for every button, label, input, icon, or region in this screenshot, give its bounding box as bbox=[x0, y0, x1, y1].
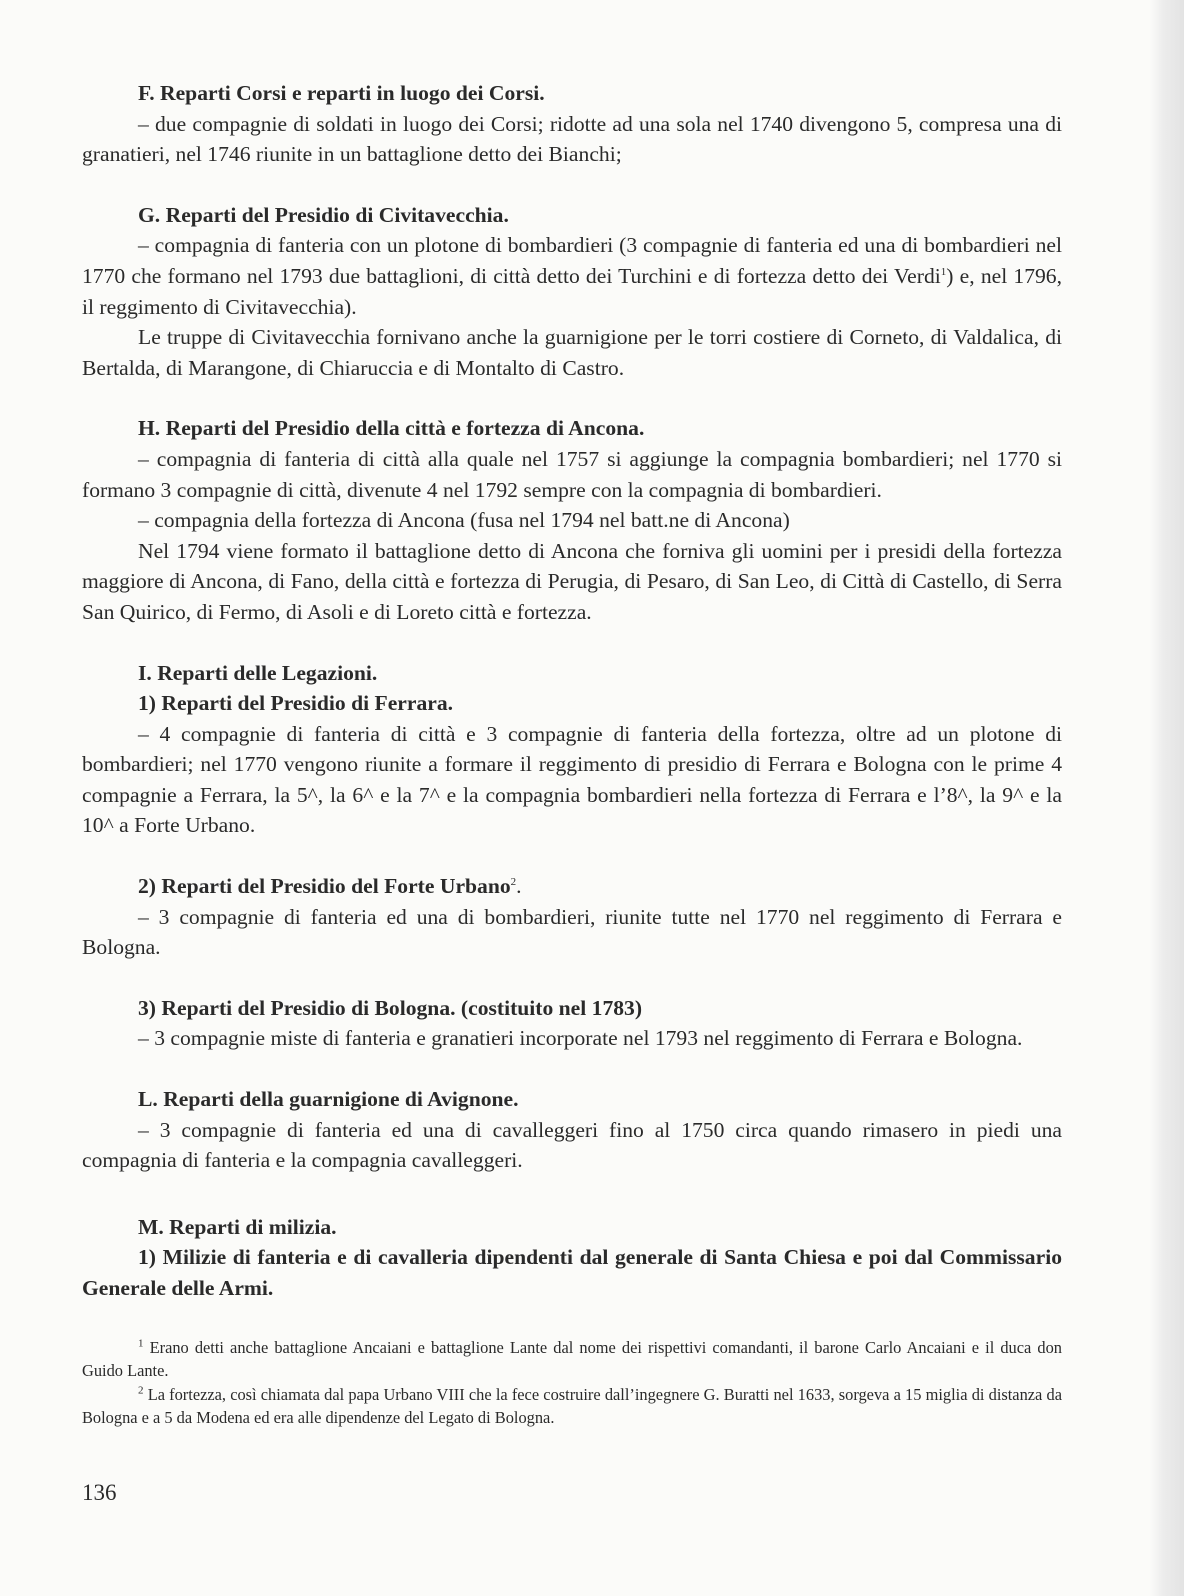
section-f-heading: F. Reparti Corsi e reparti in luogo dei Corsi. bbox=[138, 81, 545, 105]
footnote-1-text: Erano detti anche battaglione Ancaiani e battaglione Lante dal nome dei rispettivi comandanti, il barone Carlo Ancaiani e il duca don Guido Lante. bbox=[82, 1337, 1062, 1381]
section-g-text-a: – compagnia di fanteria con un plotone di bombardieri (3 compagnie di fanteria ed una di bombardieri nel 1770 che formano nel 1793 due battaglioni, di città detto dei Turchini e di fortezza detto dei Verdi bbox=[82, 233, 1062, 288]
section-i-sub2-title: 2) Reparti del Presidio del Forte Urbano bbox=[138, 874, 511, 899]
section-g-heading: G. Reparti del Presidio di Civitavecchia. bbox=[138, 202, 509, 227]
section-h-heading: H. Reparti del Presidio della città e fortezza di Ancona. bbox=[138, 416, 645, 441]
section-i-sub2-period: . bbox=[516, 874, 522, 899]
section-g-text-b: ) e, nel 1796, il reggimento di Civitavecchia). bbox=[82, 263, 1063, 319]
section-l-heading: L. Reparti della guarnigione di Avignone. bbox=[138, 1087, 519, 1112]
section-i-sub2-heading bbox=[82, 871, 1062, 902]
section-i-heading: I. Reparti delle Legazioni. bbox=[138, 660, 378, 685]
footnote-ref-2[interactable]: 2 bbox=[510, 875, 517, 888]
footnote-2-text: La fortezza, così chiamata dal papa Urbano VIII che la fece costruire dall’ingegnere G. Buratti nel 1633, sorgeva a 15 miglia di distanza da Bologna e a 5 da Modena ed era alle dipendenze del Legato di Bologna. bbox=[82, 1384, 1062, 1428]
section-l-paragraph: – 3 compagnie di fanteria ed una di cavalleggeri fino al 1750 circa quando rimasero in piedi una compagnia di fanteria e la compagnia cavalleggeri. bbox=[82, 1117, 1062, 1173]
page-body bbox=[82, 78, 1062, 1430]
footnote-2 bbox=[82, 1383, 1062, 1430]
footnote-ref-1[interactable]: 1 bbox=[940, 265, 947, 278]
section-f-paragraph: – due compagnie di soldati in luogo dei Corsi; ridotte ad una sola nel 1740 divengono 5, compresa una di granatieri, nel 1746 riunite in un battaglione detto dei Bianchi; bbox=[82, 111, 1062, 167]
section-g-paragraph-1 bbox=[82, 230, 1062, 322]
section-h-paragraph-2: – compagnia della fortezza di Ancona (fusa nel 1794 nel batt.ne di Ancona) bbox=[138, 508, 790, 533]
page-number: 136 bbox=[82, 1480, 117, 1505]
section-m-heading: M. Reparti di milizia. bbox=[138, 1214, 337, 1239]
section-i-sub3-heading: 3) Reparti del Presidio di Bologna. (costituito nel 1783) bbox=[138, 995, 643, 1020]
footnotes bbox=[82, 1336, 1062, 1430]
section-i-sub1-heading: 1) Reparti del Presidio di Ferrara. bbox=[138, 691, 454, 716]
section-i-sub2-paragraph: – 3 compagnie di fanteria ed una di bombardieri, riunite tutte nel 1770 nel reggimento di Ferrara e Bologna. bbox=[82, 904, 1062, 960]
section-h-paragraph-1: – compagnia di fanteria di città alla quale nel 1757 si aggiunge la compagnia bombardieri; nel 1770 si formano 3 compagnie di città, divenute 4 nel 1792 sempre con la compagnia di bombardieri. bbox=[82, 446, 1062, 502]
section-i-sub3-paragraph: – 3 compagnie miste di fanteria e granatieri incorporate nel 1793 nel reggimento di Ferrara e Bologna. bbox=[138, 1026, 1023, 1051]
section-g-paragraph-2: Le truppe di Civitavecchia fornivano anche la guarnigione per le torri costiere di Corneto, di Valdalica, di Bertalda, di Marangone, di Chiaruccia e di Montalto di Castro. bbox=[82, 325, 1062, 380]
section-i-sub1-paragraph: – 4 compagnie di fanteria di città e 3 compagnie di fanteria della fortezza, oltre ad un plotone di bombardieri; nel 1770 vengono riunite a formare il reggimento di presidio di Ferrara e Bologna con le prime 4 compagnie a Ferrara, la 5^, la 6^ e la 7^ e la compagnia bombardieri nella fortezza di Ferrara e l’8^, la 9^ e la 10^ a Forte Urbano. bbox=[82, 721, 1062, 838]
footnote-2-number: 2 bbox=[138, 1384, 144, 1397]
page-edge-shadow bbox=[1150, 0, 1184, 1596]
section-m-sub1-heading: 1) Milizie di fanteria e di cavalleria dipendenti dal generale di Santa Chiesa e poi dal Commissario Generale delle Armi. bbox=[82, 1245, 1062, 1300]
footnote-1-number: 1 bbox=[138, 1337, 144, 1350]
section-h-paragraph-3: Nel 1794 viene formato il battaglione detto di Ancona che forniva gli uomini per i presidi della fortezza maggiore di Ancona, di Fano, della città e fortezza di Perugia, di Pesaro, di San Leo, di Città di Castello, di Serra San Quirico, di Fermo, di Asoli e di Loreto città e fortezza. bbox=[82, 538, 1062, 624]
footnote-1 bbox=[82, 1336, 1062, 1383]
